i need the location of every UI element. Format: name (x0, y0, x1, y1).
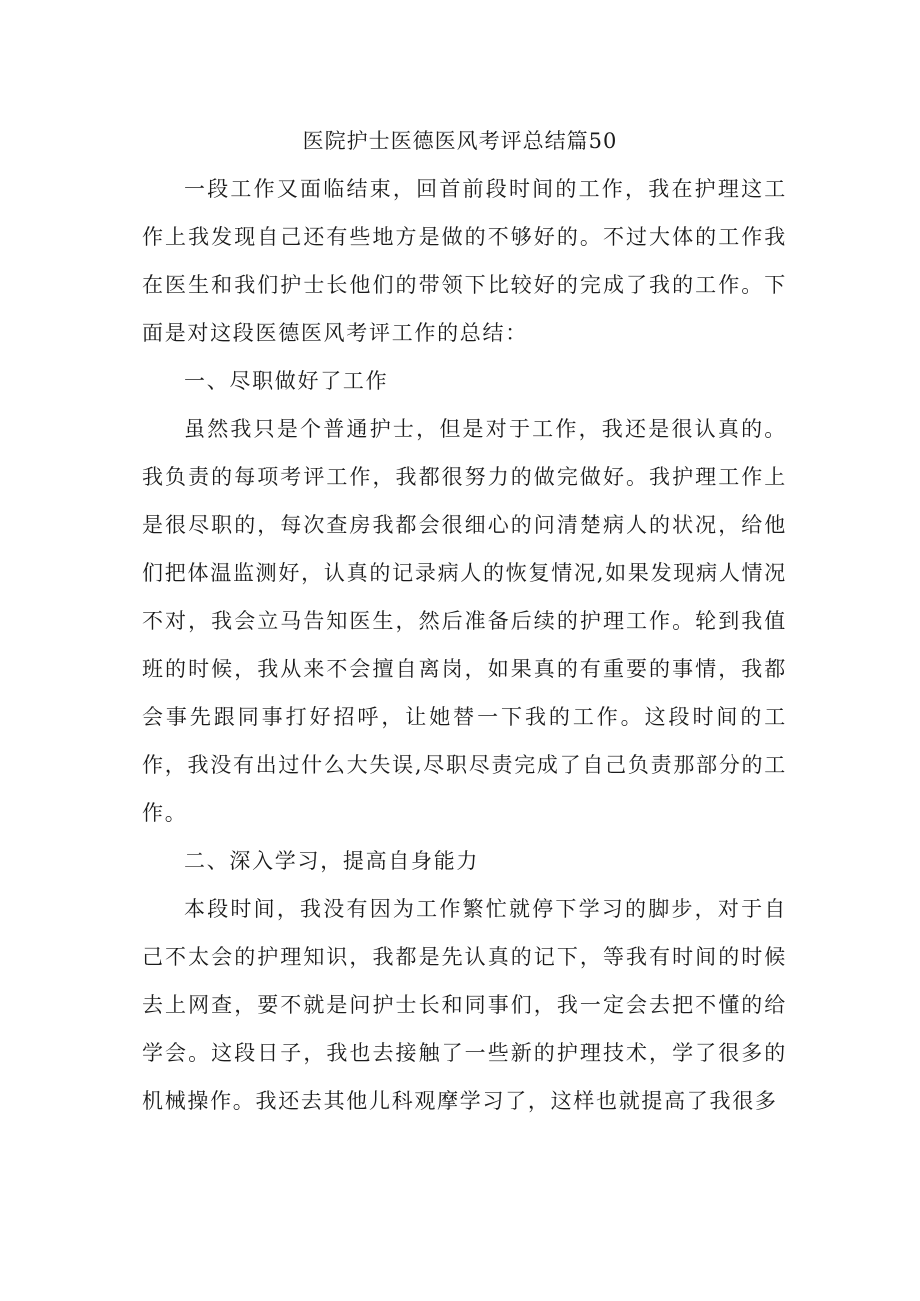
section-1-paragraph: 虽然我只是个普通护士，但是对于工作，我还是很认真的。我负责的每项考评工作，我都很努力的做完做好。我护理工作上是很尽职的，每次查房我都会很细心的问清楚病人的状况，给他们把体温监测好，认真的记录病人的恢复情况,如果发现病人情况不对，我会立马告知医生，然后准备后续的护理工作。轮到我值班的时候，我从来不会擅自离岗，如果真的有重要的事情，我都会事先跟同事打好招呼，让她替一下我的工作。这段时间的工作，我没有出过什么大失误,尽职尽责完成了自己负责那部分的工作。 (142, 417, 787, 825)
intro-paragraph: 一段工作又面临结束，回首前段时间的工作，我在护理这工作上我发现自己还有些地方是做的不够好的。不过大体的工作我在医生和我们护士长他们的带领下比较好的完成了我的工作。下面是对这段医德医风考评工作的总结： (142, 177, 787, 345)
section-heading-1: 一、尽职做好了工作 (184, 369, 389, 393)
section-2-paragraph: 本段时间，我没有因为工作繁忙就停下学习的脚步，对于自己不太会的护理知识，我都是先认真的记下，等我有时间的时候去上网查，要不就是问护士长和同事们，我一定会去把不懂的给学会。这段日子，我也去接触了一些新的护理技术，学了很多的机械操作。我还去其他儿科观摩学习了，这样也就提高了我很多 (142, 897, 787, 1113)
section-heading-2: 二、深入学习，提高自身能力 (184, 849, 480, 873)
document-title: 医院护士医德医风考评总结篇50 (302, 129, 618, 153)
document-body (142, 165, 787, 1125)
